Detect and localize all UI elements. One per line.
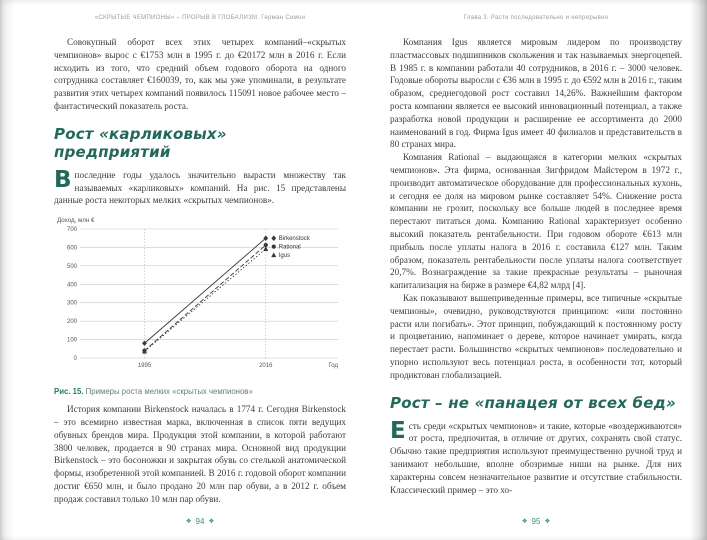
page-number-right <box>390 517 682 526</box>
svg-text:1995: 1995 <box>137 363 152 370</box>
legend-marker-triangle-icon <box>271 253 276 258</box>
page-number-value: 95 <box>531 517 541 526</box>
svg-text:Год: Год <box>328 363 338 370</box>
legend-label-igus: Igus <box>278 253 291 260</box>
svg-text:600: 600 <box>66 245 77 252</box>
paragraph-igus: Компания Igus является мировым лидером по производству пластмассовых подшипников скольжения и так называемых энергоцепей. В 1985 г. в компании работали 40 сотрудников, в 2016 г. – 3000 человек. Годовые обороты выросли с €36 млн в 1995 г. до €592 млн в 2016 г., таким образом, среднегодовой рост составил 14,26%. Важнейшим фактором роста компании является ее высокий инновационный потенциал, а также разработка новой продукции и расширение ее ассортимента до 2000 наименований в год. Фирма Igus имеет 40 филиалов и представительств в 80 странах мира. <box>390 37 682 150</box>
paragraph-rational: Компания Rational – выдающаяся в категории мелких «скрытых чемпионов». Эта фирма, основанная Зигфридом Майстером в 1972 г., производит автоматическое оборудование для профессиональных кухонь, и сегодня ее доля на мировом рынке составляет 54%. Снижение роста компании не грозит, поскольку все больше людей в последнее время перестают питаться дома. Компанию Rational характеризует особенно высокий показатель рентабельности. При годовом обороте €613 млн прибыль после уплаты налога в 2016 г. составила €127 млн. Таким образом, показатель рентабельности после уплаты налога соответствует 20,7%. Вознаграждение за такие прекрасные результаты – рыночная капитализация на бирже в размере €4,82 млрд [4]. <box>390 152 682 291</box>
svg-text:2016: 2016 <box>259 363 273 370</box>
svg-text:0: 0 <box>73 356 77 363</box>
page-ornament-icon: ❖ <box>544 518 551 525</box>
series-line-rational <box>145 245 266 351</box>
figure-15 <box>54 214 346 396</box>
svg-text:Доход, млн €: Доход, млн € <box>57 217 95 225</box>
legend-marker-circle-icon <box>272 245 276 249</box>
figure-caption-label: Рис. 15. <box>54 387 84 397</box>
page-number-left <box>54 517 346 526</box>
page-ornament-icon: ❖ <box>521 518 528 525</box>
paragraph-birkenstock-history: История компании Birkenstock началась в 1774 г. Сегодня Birkenstock – это всемирно известная марка, включенная в список пяти ведущих обувных брендов мира. Продукция этой компании, в которой работают 3800 человек, продается в 90 странах мира. Основной вид продукции Birkenstock – это босоножки и закрытая обувь со стелькой анатомической формы, изобретенной этой компанией. В 2016 г. годовой оборот компании достиг €650 млн, и было продано 20 млн пар обуви, а в 2012 г. объем продаж составил только 10 млн пар обуви. <box>54 404 346 504</box>
figure-chart <box>54 214 346 384</box>
legend-marker-diamond-icon <box>271 236 276 242</box>
paragraph-abstainers-text: сть среди «скрытых чемпионов» и такие, которые «воздерживаются» от роста, предпочитая, в отличие от других, сохранять свой статус. Обычно такие предприятия используют преимущественно ручной труд и занимают небольшие, вполне обозримые ниши на рынке. Для них характерны совсем незначительное развитие и отсутствие стабильности. Классический пример – это хо- <box>390 420 682 495</box>
section-heading-no-panacea: Рост – не «панацея от всех бед» <box>390 393 676 412</box>
page-left <box>54 0 346 540</box>
svg-text:400: 400 <box>66 282 77 289</box>
figure-caption-text: Примеры роста мелких «скрытых чемпионов» <box>83 387 253 397</box>
paragraph-dwarf-companies-text: последние годы удалось значительно вырасти множеству так называемых «карликовых» компаний. На рис. 15 представлены данные роста некоторых мелких «скрытых чемпионов». <box>54 169 346 206</box>
dropcap-letter: Е <box>390 417 406 444</box>
running-header-right: Глава 3. Расти последовательно и непрерывно <box>463 15 609 21</box>
series-line-birkenstock <box>145 238 266 343</box>
page-ornament-icon: ❖ <box>185 518 192 525</box>
paragraph-abstainers <box>390 417 682 497</box>
legend-label-birkenstock: Birkenstock <box>278 236 310 243</box>
series-line-igus <box>145 249 266 351</box>
running-header-left: «СКРЫТЫЕ ЧЕМПИОНЫ» – ПРОРЫВ В ГЛОБАЛИЗМ. Герман Симон <box>94 15 306 21</box>
svg-text:100: 100 <box>66 337 77 344</box>
page-number-value: 94 <box>195 517 205 526</box>
paragraph-total-turnover: Совокупный оборот всех этих четырех компаний–«скрытых чемпионов» вырос с €1753 млн в 1995 г. до €20172 млн в 2016 г. Если исходить из того, что средний объем годового оборота на одного сотрудника составляет €160039, то, как мы уже упоминали, в результате развития этих четырех компаний появилось 115091 новое рабочее место – фантастический показатель роста. <box>54 37 346 111</box>
figure-caption <box>54 387 346 396</box>
dropcap-letter: В <box>54 166 72 193</box>
paragraph-dwarf-companies <box>54 166 346 207</box>
page-right <box>390 0 682 540</box>
svg-text:300: 300 <box>66 300 77 307</box>
section-heading-dwarf-growth: Рост «карликовых» предприятий <box>54 124 227 161</box>
paragraph-grow-or-die: Как показывают вышеприведенные примеры, все типичные «скрытые чемпионы», очевидно, руководствуются принципом: «или постоянно расти или погибать». Этот принцип, побуждающий к постоянному росту и процветанию, напоминает о дереве, которое начинает умирать, когда перестает расти. Большинство «скрытых чемпионов» последовательно и упорно используют весь потенциал роста, в особенности тот, который продиктован глобализацией. <box>390 292 682 380</box>
svg-text:200: 200 <box>66 319 77 326</box>
svg-text:700: 700 <box>66 227 77 234</box>
svg-text:500: 500 <box>66 264 77 271</box>
page-ornament-icon: ❖ <box>208 518 215 525</box>
legend-label-rational: Rational <box>278 244 301 251</box>
